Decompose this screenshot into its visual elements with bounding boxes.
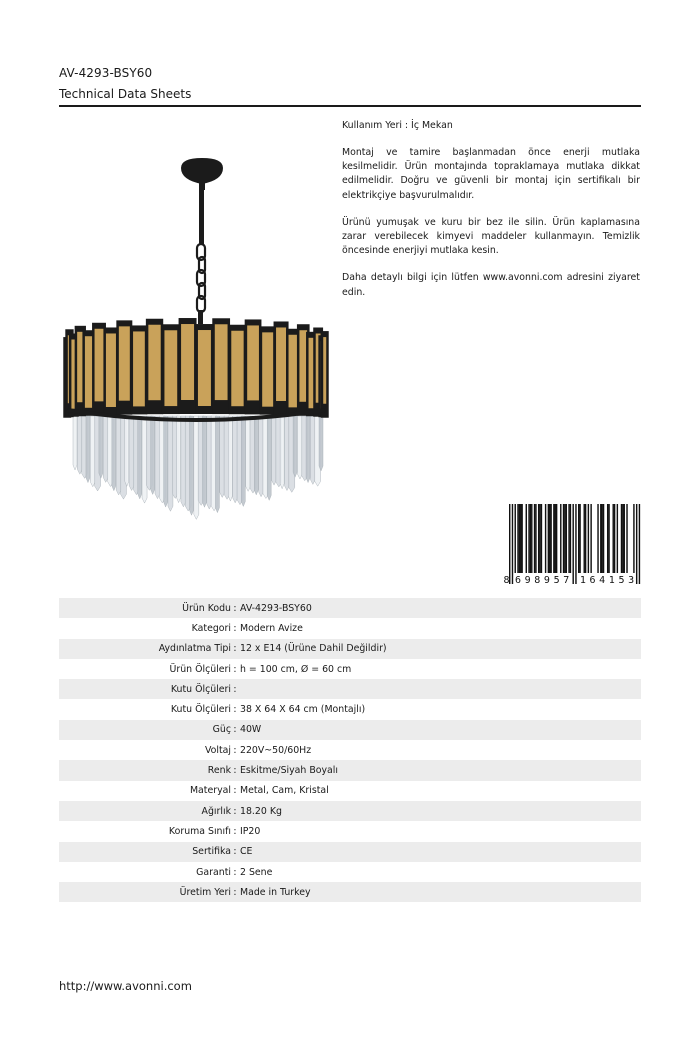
spec-row <box>59 740 641 760</box>
barcode-bar <box>550 504 551 573</box>
barcode-bar <box>526 504 527 573</box>
spec-table <box>59 598 641 902</box>
spec-value: AV-4293-BSY60 <box>240 602 312 614</box>
barcode-bar <box>520 504 521 573</box>
barcode-bar <box>636 504 637 584</box>
barcode-bar <box>548 504 549 573</box>
barcode-digits <box>504 575 635 585</box>
spec-separator: : <box>233 886 237 898</box>
barcode-digit: 1 <box>608 575 615 585</box>
gold-pane <box>299 330 307 402</box>
spec-label: Ürün Ölçüleri <box>169 663 231 675</box>
barcode-bar <box>512 504 513 584</box>
chandelier-photo <box>59 118 333 554</box>
canopy-stem <box>199 182 205 190</box>
barcode-bar <box>556 504 557 573</box>
barcode-bar <box>639 504 640 584</box>
spec-label: Üretim Yeri <box>179 886 231 898</box>
barcode-bar <box>579 504 580 573</box>
header-rule <box>59 105 641 107</box>
barcode-bar <box>531 504 532 573</box>
document-subtitle: Technical Data Sheets <box>59 87 192 101</box>
crystal-prism <box>164 416 168 507</box>
spec-separator: : <box>233 643 237 655</box>
barcode-bar <box>553 504 554 573</box>
spec-row <box>59 801 641 821</box>
spec-separator: : <box>233 825 237 837</box>
crystal-prism <box>125 416 129 486</box>
spec-row <box>59 760 641 780</box>
safety-paragraph: Montaj ve tamire başlanmadan önce enerji mutlaka kesilmelidir. Ürün montajında topraklamaya mutlaka dikkat edilmelidir. Doğru ve güvenli bir montaj için sertifikalı bir elektrikçiye başvurulmalıdır. <box>342 146 640 201</box>
spec-separator: : <box>233 785 237 797</box>
chain-hook <box>198 310 203 324</box>
barcode-bar <box>560 504 561 573</box>
barcode-bar <box>617 504 618 573</box>
metal-ring-band <box>63 318 328 420</box>
gold-pane <box>95 329 104 402</box>
barcode-bar <box>528 504 529 573</box>
spec-separator: : <box>233 663 237 675</box>
barcode-bar <box>608 504 609 573</box>
spec-label: Güç <box>212 724 231 736</box>
spec-value: Metal, Cam, Kristal <box>240 785 329 797</box>
footer-website-url[interactable]: http://www.avonni.com <box>59 979 192 993</box>
spec-label: Kutu Ölçüleri <box>170 683 231 695</box>
crystal-prism <box>73 416 77 470</box>
barcode-digit: 6 <box>514 575 521 585</box>
spec-row <box>59 699 641 719</box>
crystal-prism <box>86 416 90 483</box>
gold-pane <box>231 331 243 406</box>
gold-pane <box>133 331 145 406</box>
crystal-prism <box>112 416 116 491</box>
spec-separator: : <box>233 683 237 695</box>
barcode-bar <box>515 504 516 573</box>
crystal-prism <box>319 416 323 471</box>
info-block <box>342 119 640 313</box>
barcode-bar <box>566 504 567 573</box>
barcode-bar <box>539 504 540 573</box>
gold-pane <box>85 336 93 408</box>
more-info-paragraph: Daha detaylı bilgi için lütfen www.avonni.com adresini ziyaret edin. <box>342 272 640 298</box>
barcode-bar <box>509 504 510 584</box>
spec-separator: : <box>233 744 237 756</box>
barcode-bar <box>530 504 531 573</box>
barcode-bar <box>517 504 518 573</box>
barcode-bar <box>621 504 622 573</box>
spec-row <box>59 821 641 841</box>
barcode-bar <box>613 504 614 573</box>
barcode-bar <box>578 504 579 573</box>
spec-label: Koruma Sınıfı <box>168 825 231 837</box>
spec-value: 18.20 Kg <box>240 805 282 817</box>
ceiling-canopy <box>181 158 223 184</box>
spec-label: Garanti <box>196 866 231 878</box>
spec-value: Eskitme/Siyah Boyalı <box>240 765 339 777</box>
crystal-prisms <box>73 416 323 519</box>
crystal-prism <box>241 416 245 506</box>
barcode-digit: 5 <box>553 575 560 585</box>
barcode-bar <box>549 504 550 573</box>
barcode-bars <box>509 504 640 584</box>
spec-separator: : <box>233 602 237 614</box>
gold-pane <box>198 330 211 406</box>
spec-row <box>59 639 641 659</box>
barcode-bar <box>521 504 522 573</box>
ean-barcode <box>503 503 641 585</box>
product-code-heading: AV-4293-BSY60 <box>59 66 153 80</box>
barcode-digit: 9 <box>524 575 531 585</box>
crystal-prism <box>202 416 206 507</box>
spec-separator: : <box>233 805 237 817</box>
spec-row <box>59 781 641 801</box>
gold-pane <box>323 337 326 404</box>
gold-pane <box>164 330 177 406</box>
barcode-bar <box>622 504 623 573</box>
barcode-bar <box>624 504 625 573</box>
barcode-digit: 8 <box>534 575 541 585</box>
crystal-prism <box>99 416 103 478</box>
spec-label: Sertifika <box>192 846 231 858</box>
barcode-bar <box>555 504 556 573</box>
crystal-prism <box>177 416 181 503</box>
spec-separator: : <box>233 704 237 716</box>
gold-pane <box>276 327 286 401</box>
gold-pane <box>181 324 194 400</box>
gold-pane <box>106 333 116 407</box>
barcode-bar <box>534 504 535 573</box>
gold-pane <box>215 324 228 400</box>
crystal-prism <box>280 416 284 489</box>
spec-separator: : <box>233 846 237 858</box>
barcode-digit: 6 <box>589 575 596 585</box>
barcode-bar <box>633 504 634 573</box>
barcode-digit: 3 <box>628 575 635 585</box>
barcode-bar <box>564 504 565 573</box>
barcode-bar <box>545 504 546 573</box>
barcode-bar <box>614 504 615 573</box>
barcode-bar <box>601 504 602 573</box>
barcode-digit: 8 <box>503 575 510 585</box>
spec-label: Ağırlık <box>201 805 231 817</box>
barcode-bar <box>603 504 604 573</box>
crystal-prism <box>190 416 194 515</box>
spec-label: Aydınlatma Tipi <box>158 643 231 655</box>
spec-row <box>59 882 641 902</box>
spec-separator: : <box>233 765 237 777</box>
barcode-digit: 7 <box>563 575 570 585</box>
barcode-digit: 5 <box>618 575 625 585</box>
spec-label: Renk <box>207 765 231 777</box>
spec-separator: : <box>233 622 237 634</box>
barcode-digit: 9 <box>543 575 550 585</box>
spec-value: 12 x E14 (Ürüne Dahil Değildir) <box>240 643 387 655</box>
barcode-bar <box>607 504 608 573</box>
spec-value: IP20 <box>240 825 261 837</box>
gold-pane <box>119 326 130 400</box>
barcode-bar <box>538 504 539 573</box>
spec-row <box>59 720 641 740</box>
spec-row <box>59 842 641 862</box>
barcode-bar <box>568 504 569 573</box>
barcode-bar <box>572 504 573 584</box>
gold-pane <box>247 325 259 400</box>
spec-separator: : <box>233 724 237 736</box>
spec-row <box>59 862 641 882</box>
barcode-bar <box>626 504 627 573</box>
spec-value: h = 100 cm, Ø = 60 cm <box>240 663 352 675</box>
spec-value: 2 Sene <box>240 866 273 878</box>
spec-label: Ürün Kodu <box>182 602 231 614</box>
barcode-digit: 1 <box>579 575 586 585</box>
barcode-bar <box>597 504 598 573</box>
gold-pane <box>148 325 160 400</box>
spec-value: 38 X 64 X 64 cm (Montajlı) <box>240 704 366 716</box>
usage-line: Kullanım Yeri : İç Mekan <box>342 120 453 131</box>
barcode-digit: 4 <box>599 575 606 585</box>
crystal-prism <box>254 416 258 495</box>
barcode-bar <box>563 504 564 573</box>
crystal-prism <box>293 416 297 477</box>
cleaning-paragraph: Ürünü yumuşak ve kuru bir bez ile silin. Ürün kaplamasına zarar verebilecek kimyevi maddeler kullanmayın. Temizlik öncesinde enerjiyi mutlaka kesin. <box>342 216 640 257</box>
spec-value: 220V~50/60Hz <box>240 744 312 756</box>
crystal-prism <box>267 416 271 500</box>
spec-label: Kategori <box>191 622 231 634</box>
crystal-prism <box>151 416 155 494</box>
spec-label: Voltaj <box>204 744 231 756</box>
spec-value: 40W <box>240 724 262 736</box>
gold-pane <box>262 332 273 406</box>
suspension-chain <box>197 244 205 312</box>
barcode-bar <box>588 504 589 573</box>
crystal-prism <box>306 416 310 483</box>
spec-value: Made in Turkey <box>240 886 311 898</box>
barcode-bar <box>600 504 601 573</box>
crystal-prism <box>138 416 142 499</box>
spec-row <box>59 618 641 638</box>
spec-separator: : <box>233 866 237 878</box>
barcode-bar <box>584 504 585 573</box>
barcode-bar <box>535 504 536 573</box>
suspension-rod <box>199 190 204 245</box>
spec-row <box>59 598 641 618</box>
barcode-bar <box>590 504 591 573</box>
spec-label: Kutu Ölçüleri <box>170 704 231 716</box>
crystal-prism <box>228 416 232 501</box>
spec-value: CE <box>240 846 253 858</box>
barcode-bar <box>541 504 542 573</box>
barcode-bar <box>519 504 520 573</box>
barcode-bar <box>575 504 576 584</box>
spec-label: Materyal <box>189 785 231 797</box>
spec-row <box>59 679 641 699</box>
barcode-bar <box>585 504 586 573</box>
crystal-prism <box>215 416 219 513</box>
spec-value: Modern Avize <box>240 622 303 634</box>
gold-pane <box>289 335 298 408</box>
spec-row <box>59 659 641 679</box>
barcode-bar <box>570 504 571 573</box>
